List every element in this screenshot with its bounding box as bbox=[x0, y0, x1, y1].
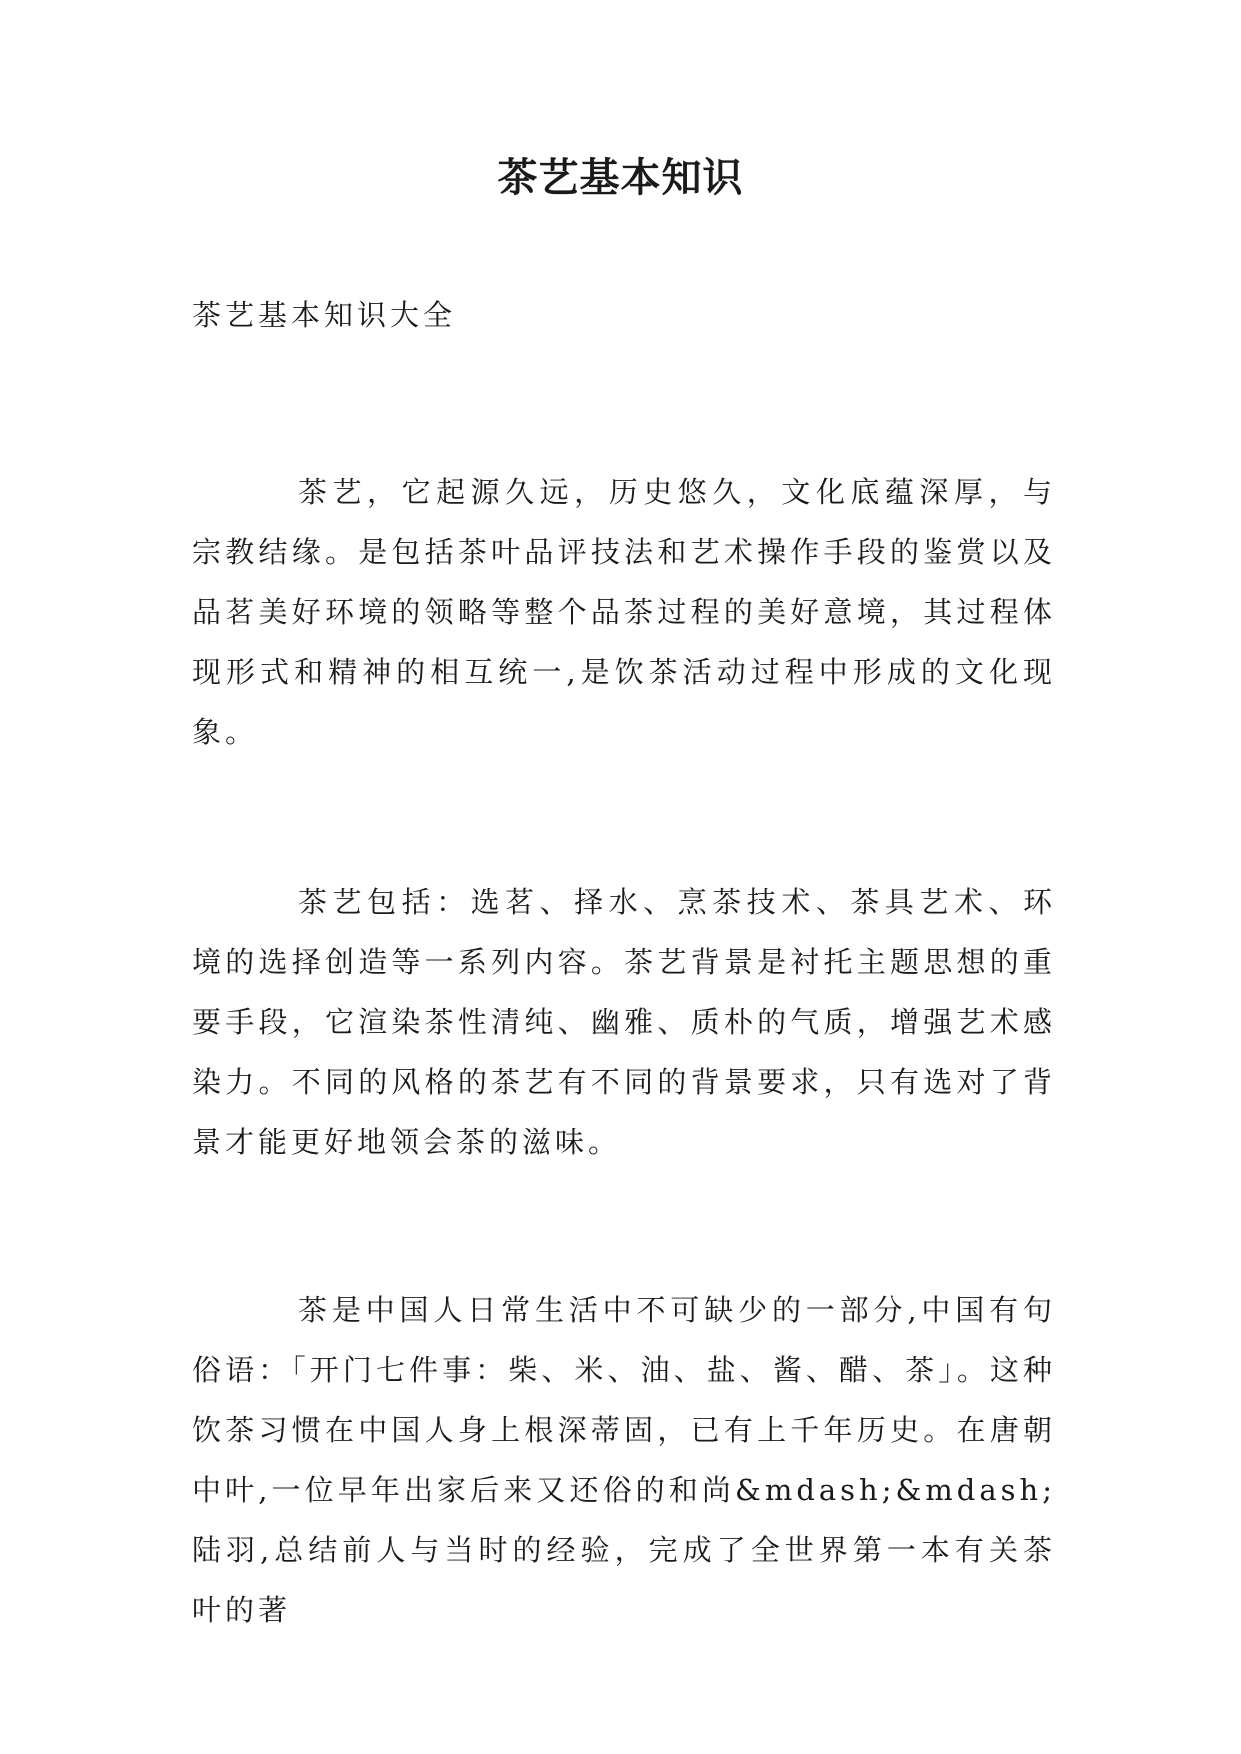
paragraph-history: 茶是中国人日常生活中不可缺少的一部分,中国有句俗语：「开门七件事：柴、米、油、盐、酱、醋、茶」。这种饮茶习惯在中国人身上根深蒂固，已有上千年历史。在唐朝中叶,一位早年出家后来又还俗的和尚&mdash;&mdash;陆羽,总结前人与当时的经验，完成了全世界第一本有关茶叶的著 bbox=[192, 1293, 1056, 1627]
document-subtitle: 茶艺基本知识大全 bbox=[192, 298, 457, 332]
paragraph-contents: 茶艺包括：选茗、择水、烹茶技术、茶具艺术、环境的选择创造等一系列内容。茶艺背景是衬托主题思想的重要手段，它渲染茶性清纯、幽雅、质朴的气质，增强艺术感染力。不同的风格的茶艺有不同的背景要求，只有选对了背景才能更好地领会茶的滋味。 bbox=[192, 885, 1056, 1159]
paragraph-origin: 茶艺，它起源久远，历史悠久，文化底蕴深厚，与宗教结缘。是包括茶叶品评技法和艺术操作手段的鉴赏以及品茗美好环境的领略等整个品茶过程的美好意境，其过程体现形式和精神的相互统一,是饮茶活动过程中形成的文化现象。 bbox=[192, 475, 1056, 749]
document-title: 茶艺基本知识 bbox=[497, 154, 744, 201]
